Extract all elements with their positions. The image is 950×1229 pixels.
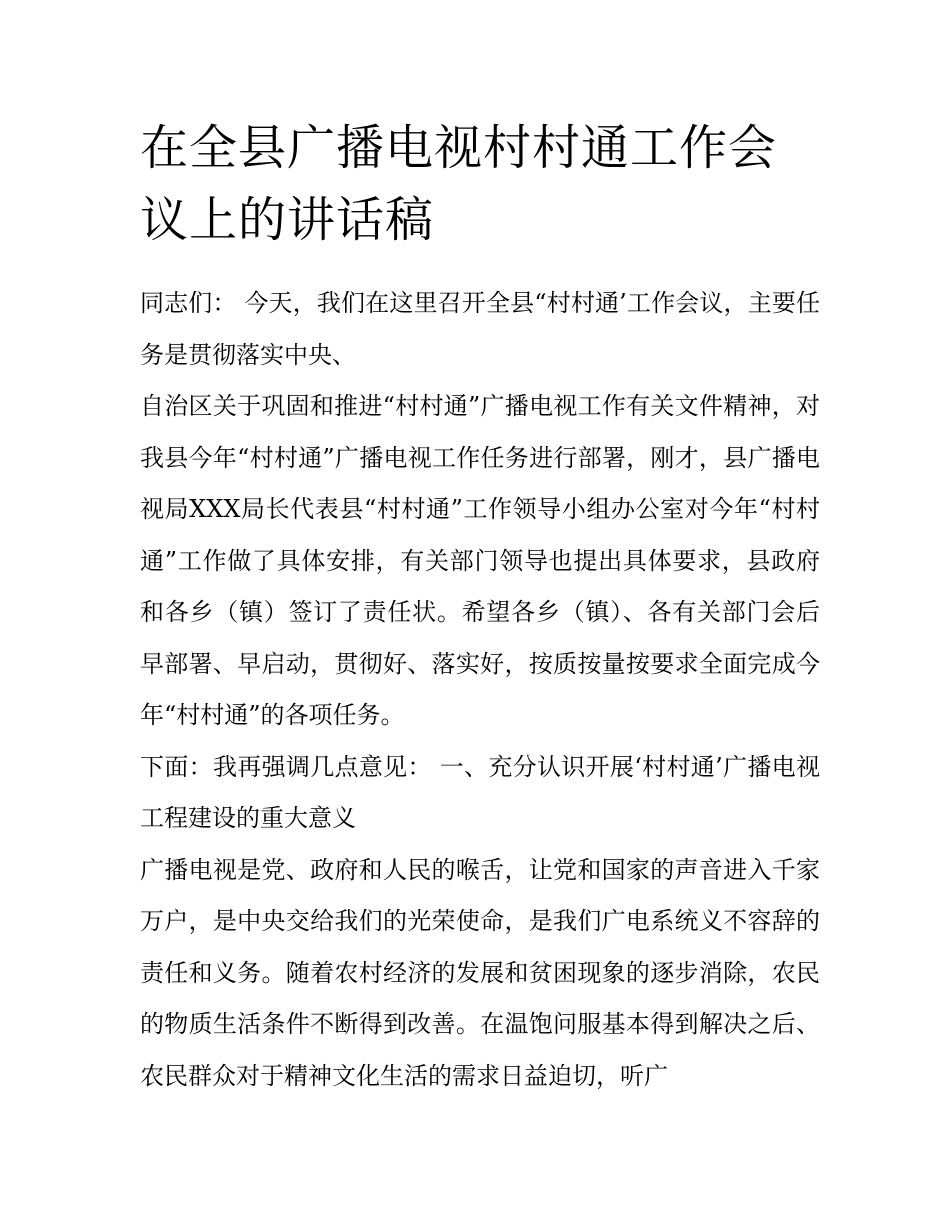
paragraph-arrangement: 自治区关于巩固和推进“村村通”广播电视工作有关文件精神，对我县今年“村村通”广播电视工作任务进行部署，刚才，县广播电视局XXX局长代表县“村村通”工作领导小组办公室对今年“村村通”工作做了具体安排，有关部门领导也提出具体要求，县政府和各乡（镇）签订了责任状。希望各乡（镇）、各有关部门会后早部署、早启动，贯彻好、落实好，按质按量按要求全面完成今年“村村通”的各项任务。 bbox=[140, 392, 820, 729]
paragraph-section-heading: 下面：我再强调几点意见： 一、充分认识开展‘村村通’广播电视工程建设的重大意义 bbox=[140, 752, 820, 832]
paragraph-significance: 广播电视是党、政府和人民的喉舌，让党和国家的声音进入千家万户，是中央交给我们的光荣使命，是我们广电系统义不容辞的责任和义务。随着农村经济的发展和贫困现象的逐步消除，农民的物质生活条件不断得到改善。在温饱问服基本得到解决之后、农民群众对于精神文化生活的需求日益迫切，听广 bbox=[140, 855, 820, 1090]
paragraph-opening: 同志们： 今天，我们在这里召开全县“村村通’工作会议，主要任务是贯彻落实中央、 bbox=[140, 289, 820, 369]
document-title: 在全县广播电视村村通工作会议上的讲话稿 bbox=[140, 120, 778, 248]
document-body bbox=[140, 278, 820, 1102]
